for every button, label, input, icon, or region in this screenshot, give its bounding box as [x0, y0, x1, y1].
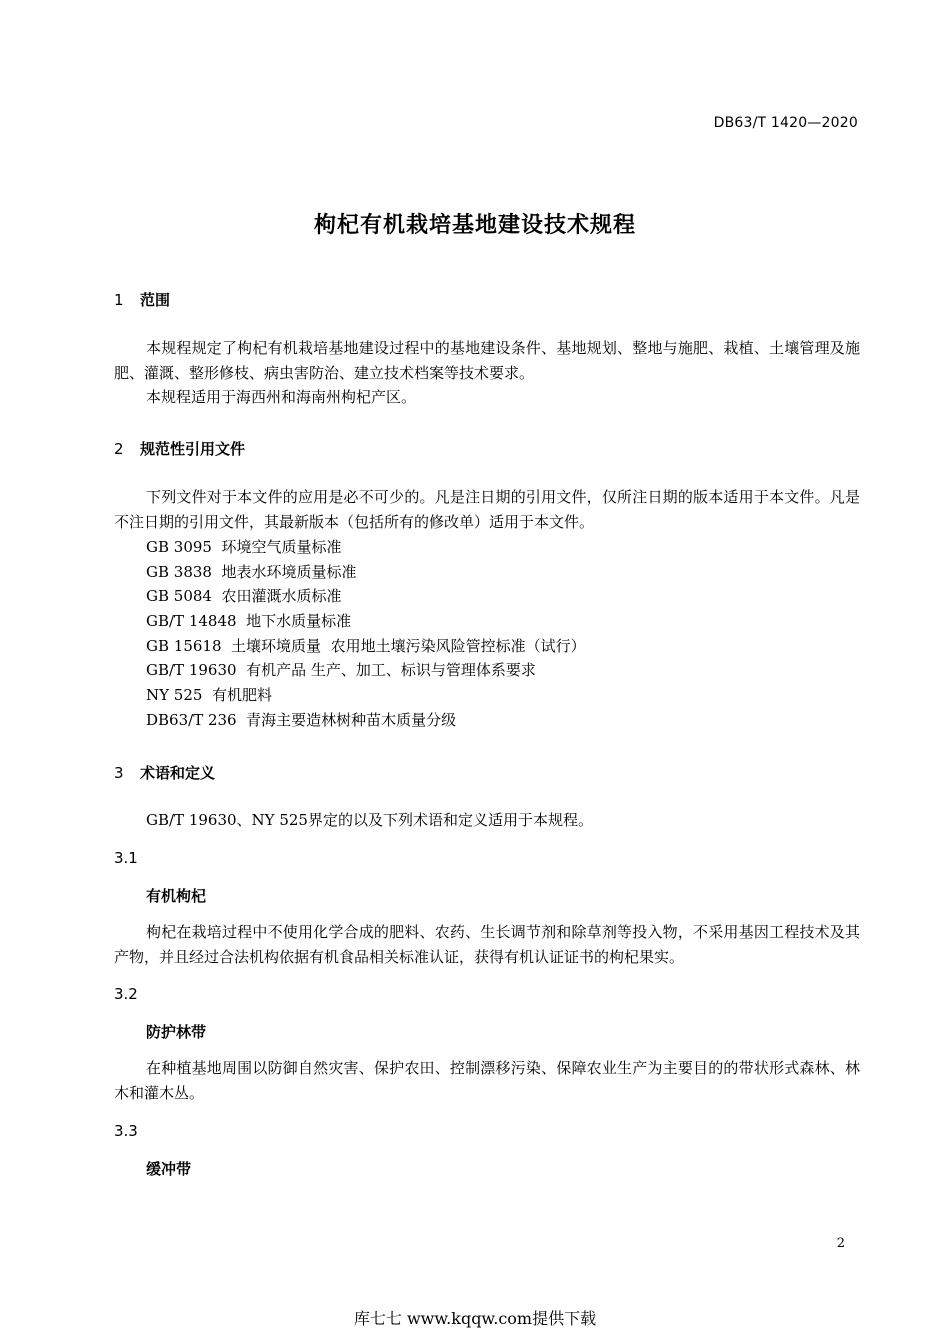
- term-definition: 枸杞在栽培过程中不使用化学合成的肥料、农药、生长调节剂和除草剂等投入物，不采用基因工程技术及其产物，并且经过合法机构依据有机食品相关标准认证，获得有机认证证书的枸杞果实。: [114, 923, 860, 966]
- term-definition: 在种植基地周围以防御自然灾害、保护农田、控制漂移污染、保障农业生产为主要目的的带状形式森林、林木和灌木丛。: [114, 1059, 860, 1102]
- term-title: 有机枸杞: [146, 887, 207, 905]
- section-1-paragraph-2: 本规程适用于海西州和海南州枸杞产区。: [146, 388, 417, 406]
- section-title: 范围: [140, 291, 171, 309]
- section-3-heading: [114, 762, 215, 783]
- term-title: 缓冲带: [146, 1160, 192, 1178]
- section-2-paragraph-1: 下列文件对于本文件的应用是必不可少的。凡是注日期的引用文件，仅所注日期的版本适用于本文件。凡是不注日期的引用文件，其最新版本（包括所有的修改单）适用于本文件。: [114, 488, 860, 531]
- reference-item: DB63/T 236 青海主要造林树种苗木质量分级: [146, 711, 457, 729]
- reference-item: GB/T 14848 地下水质量标准: [146, 612, 352, 630]
- term-number: 3.3: [114, 1122, 138, 1140]
- section-1-heading: [114, 289, 170, 310]
- reference-item: NY 525 有机肥料: [146, 686, 272, 704]
- section-title: 术语和定义: [140, 764, 216, 782]
- term-number: 3.2: [114, 985, 138, 1003]
- reference-item: GB/T 19630 有机产品 生产、加工、标识与管理体系要求: [146, 661, 536, 679]
- reference-item: GB 3838 地表水环境质量标准: [146, 563, 357, 581]
- reference-item: GB 3095 环境空气质量标准: [146, 538, 342, 556]
- page-number: 2: [836, 1236, 845, 1251]
- reference-item: GB 5084 农田灌溉水质标准: [146, 587, 342, 605]
- section-number: 2: [114, 440, 124, 458]
- reference-item: GB 15618 土壤环境质量 农用地土壤污染风险管控标准（试行）: [146, 637, 586, 655]
- download-footer: 库七七 www.kqqw.com提供下载: [353, 1309, 597, 1328]
- section-2-heading: [114, 438, 245, 459]
- section-number: 1: [114, 291, 124, 309]
- section-number: 3: [114, 764, 124, 782]
- section-3-paragraph-1: GB/T 19630、NY 525界定的以及下列术语和定义适用于本规程。: [146, 811, 593, 829]
- section-title: 规范性引用文件: [140, 440, 246, 458]
- term-title: 防护林带: [146, 1023, 207, 1041]
- term-number: 3.1: [114, 849, 138, 867]
- section-1-paragraph-1: 本规程规定了枸杞有机栽培基地建设过程中的基地建设条件、基地规划、整地与施肥、栽植、土壤管理及施肥、灌溉、整形修枝、病虫害防治、建立技术档案等技术要求。: [114, 339, 860, 382]
- document-code: DB63/T 1420—2020: [713, 115, 858, 131]
- page-title: 枸杞有机栽培基地建设技术规程: [313, 213, 636, 238]
